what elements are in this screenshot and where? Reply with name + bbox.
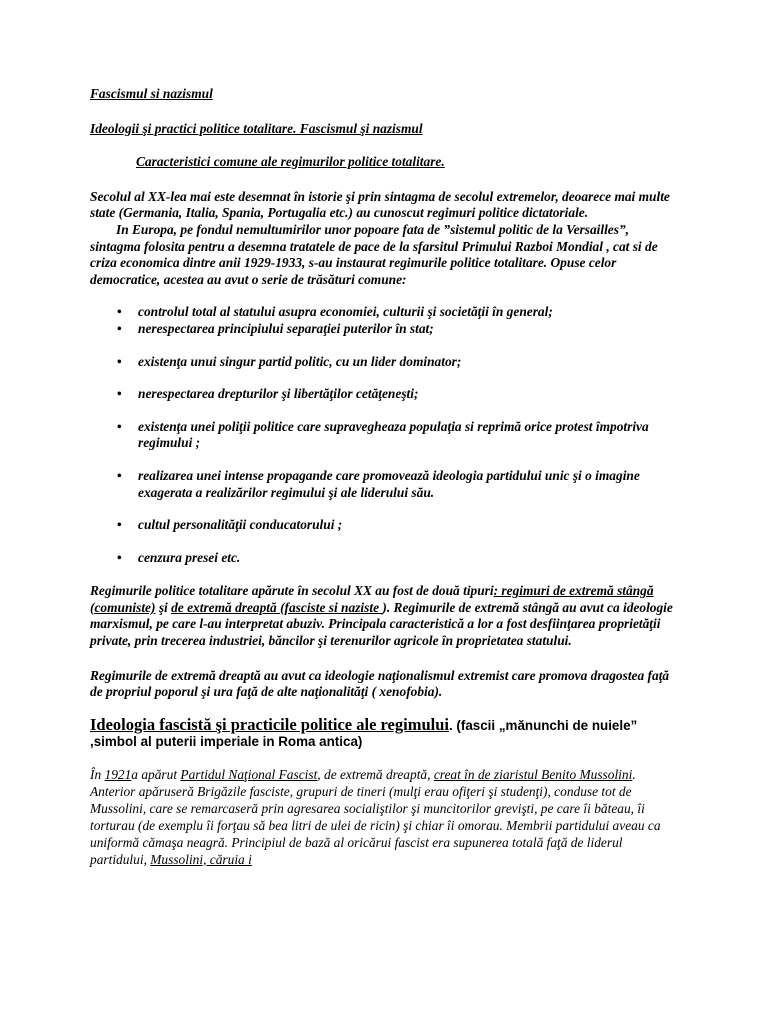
list-item: • nerespectarea drepturilor şi libertăţilor cetăţeneşti;: [117, 386, 419, 402]
bullet-icon: •: [117, 467, 122, 483]
list-item: • cultul personalităţii conducatorului ;: [117, 517, 343, 533]
paragraph-far-right: Regimurile de extremă dreaptă au avut ca ideologie naţionalismul extremist care promova dragostea faţă de propriul poporul şi ura faţă de alte naţionalităţi ( xenofobia).: [90, 667, 670, 700]
list-item: • controlul total al statului asupra economiei, culturii şi societăţii în general;: [117, 304, 553, 320]
bullet-icon: •: [117, 304, 122, 320]
bullet-icon: •: [117, 353, 122, 369]
heading-fascist-ideology: Ideologia fascistă şi practicile politice ale regimului. (fascii „mănunchi de nuiele” ,simbol al puterii imperiale in Roma antica): [90, 714, 638, 750]
list-item: • existenţa unei poliţii politice care supravegheaza populaţia si reprimă orice protest împotriva regimului ;: [117, 418, 649, 451]
list-item: • realizarea unei intense propagande care promovează ideologia partidului unic şi o imagine exagerata a realizărilor regimului şi ale liderului său.: [117, 467, 640, 500]
paragraph-regime-types: Regimurile politice totalitare apărute în secolul XX au fost de două tipuri: regimuri de extremă stângă (comuniste) şi de extremă dreaptă (fasciste si naziste ). Regimurile de extremă stângă au avut ca ideologie marxismul, pe care l-au interpretat abuziv. Principala caracteristică a lor a fost desfiinţarea proprietăţii private, prin trecerea industriei, băncilor şi terenurilor agricole în proprietatea statului.: [90, 583, 673, 649]
document-page: [90, 86, 680, 868]
bullet-icon: •: [117, 418, 122, 434]
list-item: • cenzura presei etc.: [117, 549, 241, 565]
paragraph-europe: In Europa, pe fondul nemultumirilor unor popoare fata de ”sistemul politic de la Versailles”, sintagma folosita pentru a desemna tratatele de pace de la sfarsitul Primului Razboi Mondial , cat si de criza economica dintre anii 1929-1933, s-au instaurat regimurile politice totalitare. Opuse celor democratice, acestea au avut o serie de trăsături comune:: [90, 221, 658, 287]
paragraph-intro: Secolul al XX-lea mai este desemnat în istorie şi prin sintagma de secolul extremelor, deoarece mai multe state (Germania, Italia, Spania, Portugalia etc.) au cunoscut regimuri politice dictatoriale.: [90, 188, 670, 221]
bullet-icon: •: [117, 386, 122, 402]
list-item: • nerespectarea principiului separaţiei puterilor în stat;: [117, 320, 434, 336]
bullet-icon: •: [117, 320, 122, 336]
list-item: • existenţa unui singur partid politic, cu un lider dominator;: [117, 353, 462, 369]
document-subtitle: Ideologii şi practici politice totalitare. Fascismul şi nazismul: [90, 120, 423, 136]
bullet-icon: •: [117, 549, 122, 565]
traits-list: [90, 304, 680, 566]
bullet-icon: •: [117, 517, 122, 533]
paragraph-fascist-party: În 1921a apărut Partidul Naţional Fascist, de extremă dreaptă, creat în de ziaristul Benito Mussolini. Anterior apăruseră Brigăzile fasciste, grupuri de tineri (mulţi erau ofiţeri şi studenţi), conduse tot de Mussolini, care se remarcaseră prin agresarea socialiştilor şi muncitorilor grevişti, pe care îi băteau, îi torturau (de exemplu îi forţau să bea litri de ulei de ricin) şi chiar îi omorau. Membrii partidului aveau ca uniformă cămaşa neagră. Principiul de bază al oricărui fascist era supunerea totală faţă de liderul partidului, Mussolini, căruia i: [90, 767, 661, 867]
document-title: Fascismul si nazismul: [90, 86, 213, 101]
section-title: Caracteristici comune ale regimurilor politice totalitare.: [136, 154, 445, 170]
